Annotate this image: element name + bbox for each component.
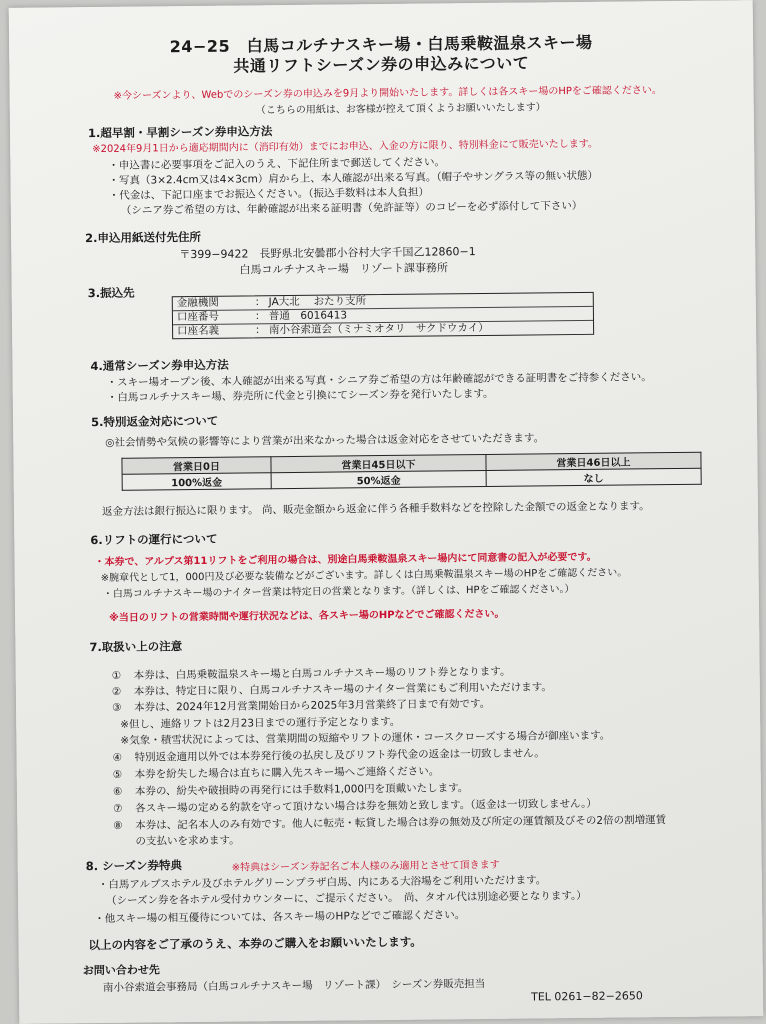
refund-value: 50%返金 [271, 470, 486, 488]
bank-row-key: 口座番号 [176, 310, 220, 324]
section-1-item: （シニア券ご希望の方は、年齢確認が出来る証明書（免許証等）のコピーを必ず添付して下さい） [120, 199, 583, 217]
refund-header: 営業日46日以上 [486, 452, 701, 470]
caution-item: ⑦ 各スキー場の定める約款を守って頂けない場合は券を無効と致します。（返金は一切致しません。） [113, 797, 597, 815]
caution-item: ④ 特別返金適用以外では本券発行後の払戻し及びリフト券代金の返金は一切致しません。 [112, 747, 545, 764]
document-page [9, 0, 764, 1024]
mailing-address: 〒399−9422 長野県北安曇郡小谷村大字千国乙12860−1 [179, 245, 476, 262]
night-notice: ・白馬コルチナスキー場のナイター営業は特定日の営業となります。（詳しくは、HPをご確認ください。） [102, 584, 575, 600]
armband-notice: ※腕章代として1，000円及び必要な装備などがございます。詳しくは白馬乗鞍温泉スキー場のHPをご確認ください。 [100, 567, 628, 584]
closing-message: 以上の内容をご了承のうえ、本券のご購入をお願いいたします。 [88, 934, 422, 953]
caution-item: ※但し、連絡リフトは2月23日までの運行予定となります。 [120, 715, 401, 731]
section-1-item: ・代金は、下記口座までお振込ください。（振込手数料は本人負担） [108, 186, 429, 202]
section-8-item: ・他スキー場の相互優待については、各スキー場のHPなどでご確認ください。 [94, 909, 466, 926]
mailing-office: 白馬コルチナスキー場 リゾート課事務所 [239, 261, 449, 277]
refund-table [121, 452, 701, 491]
document-title-line1: 24−25 白馬コルチナスキー場・白馬乗鞍温泉スキー場 [169, 32, 593, 57]
caution-item: ※気象・積雪状況によっては、営業期間の短縮やリフトの運休・コースクローズする場合が御座います。 [120, 729, 611, 747]
section-2-heading: 2.申込用紙送付先住所 [85, 229, 202, 246]
section-1-item: ・申込書に必要事項をご記入のうえ、下記住所まで郵送してください。 [108, 156, 446, 172]
bank-row-value: JA大北 おたり支所 [268, 295, 367, 309]
section-8-note: ※特典はシーズン券記名ご本人様のみ適用とさせて頂きます [231, 859, 500, 874]
section-5-note: ◎社会情勢や気候の影響等により営業が出来なかった場合は返金対応をさせていただきます。 [105, 432, 545, 449]
bank-row: 口座名義 ： 南小谷索道会（ミナミオタリ サクドウカイ） [177, 321, 489, 338]
section-8-heading: 8. シーズン券特典 [85, 858, 183, 874]
contact-heading: お問い合わせ先 [82, 963, 160, 978]
bank-row-key: 金融機関 [176, 296, 219, 310]
refund-header: 営業日0日 [122, 457, 271, 475]
section-1-heading: 1.超早割・早割シーズン券申込方法 [87, 124, 273, 141]
keep-notice: （こちらの用紙は、お客様が控えて頂くようお願いいたします） [255, 102, 546, 117]
section-7-heading: 7.取扱い上の注意 [89, 639, 183, 655]
section-4-item: ・白馬コルチナスキー場、券売所に代金と引換にてシーズン券を発行いたします。 [106, 387, 494, 404]
web-notice: ※今シーズンより、Webでのシーズン券の申込みを9月より開始いたします。詳しくは各スキー場のHPをご確認ください。 [113, 85, 662, 102]
bank-info-table [172, 292, 594, 339]
section-6-heading: 6.リフトの運行について [90, 531, 218, 548]
bank-row: 口座番号 ： 普通 6016413 [173, 307, 593, 325]
refund-method: 返金方法は銀行振込に限ります。 尚、販売金額から返金に伴う各種手数料などを控除した金額での返金となります。 [101, 500, 650, 518]
section-1-note: ※2024年9月1日から適応期間内に（消印有効）までにお申込、入金の方に限り、特別料金にて販売いたします。 [92, 138, 598, 156]
bank-row-value: 普通 6016413 [268, 309, 348, 323]
section-4-heading: 4.通常シーズン券申込方法 [90, 357, 229, 374]
contact-organization: 南小谷索道会事務局（白馬コルチナスキー場 リゾート課） シーズン券販売担当 [102, 977, 486, 994]
contact-telephone: TEL 0261−82−2650 [531, 989, 643, 1004]
bank-row-value: 南小谷索道会（ミナミオタリ サクドウカイ） [268, 321, 489, 337]
lift-hours-notice: ※当日のリフトの営業時間や運行状況などは、各スキー場のHPなどでご確認ください。 [109, 608, 505, 624]
section-8-item: ・白馬アルプスホテル及びホテルグリーンプラザ白馬、内にある大浴場をご利用いただけます。 [97, 874, 547, 892]
refund-value: なし [486, 468, 701, 486]
refund-value: 100%返金 [122, 473, 271, 491]
document-title-line2: 共通リフトシーズン券の申込みについて [233, 53, 530, 76]
bank-row-key: 口座名義 [177, 324, 220, 338]
section-3-heading: 3.振込先 [87, 285, 135, 301]
lift11-notice: ・本券で、アルプス第11リフトをご利用の場合は、別途白馬乗鞍温泉スキー場内にて同意書の記入が必要です。 [94, 551, 597, 569]
refund-header: 営業日45日以下 [271, 454, 486, 472]
caution-item: ② 本券は、特定日に限り、白馬コルチナスキー場のナイター営業にもご利用いただけます。 [111, 681, 552, 698]
caution-item: ⑧ 本券は、記名本人のみ有効です。他人に転売・転貸した場合は券の無効及び所定の運賃額及びその2倍の割増運賃 [113, 814, 667, 832]
caution-item: ⑤ 本券を紛失した場合は直ちに購入先スキー場へご連絡ください。 [112, 765, 440, 781]
caution-item: ⑥ 本券の、紛失や破損時の再発行には手数料1,000円を頂戴いたします。 [112, 782, 469, 798]
section-4-item: ・スキー場オープン後、本人確認が出来る写真・シニア券ご希望の方は年齢確認ができる証明書をご持参ください。 [106, 371, 652, 389]
caution-item: ③ 本券は、2024年12月営業開始日から2025年3月営業終了日まで有効です。 [111, 697, 491, 714]
caution-item: ① 本券は、白馬乗鞍温泉スキー場と白馬コルチナスキー場のリフト券となります。 [111, 665, 511, 682]
section-8-item: （シーズン券を各ホテル受付カウンターに、ご提示ください。 尚、タオル代は別途必要となります。） [105, 889, 587, 907]
bank-row: 金融機関 ： JA大北 おたり支所 [173, 293, 593, 311]
section-1-item: ・写真（3×2.4cm又は4×3cm）肩から上、本人確認が出来る写真。（帽子やサングラス等の無い状態） [108, 169, 599, 187]
caution-item: の支払いを求めます。 [135, 834, 240, 848]
section-5-heading: 5.特別返金対応について [90, 413, 219, 430]
